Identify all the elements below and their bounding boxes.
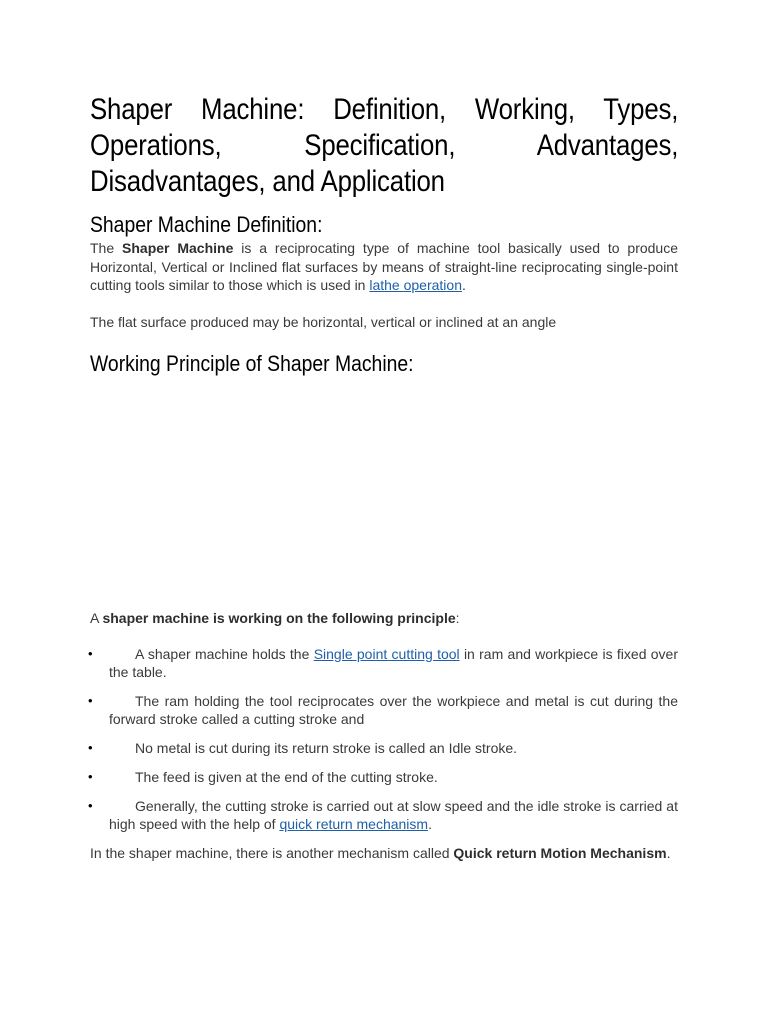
list-item-text: The feed is given at the end of the cutting stroke. <box>135 769 438 785</box>
definition-paragraph <box>90 239 678 295</box>
quick-return-term: Quick return Motion Mechanism <box>453 845 667 861</box>
bullet-icon: • <box>88 798 93 813</box>
quick-return-text-start: In the shaper machine, there is another mechanism called <box>90 845 454 861</box>
definition-text-start: The <box>90 240 123 256</box>
list-item <box>90 797 678 833</box>
document-page <box>90 92 678 862</box>
definition-text-middle: is a reciprocating type of machine tool basically used to produce Horizontal, Vertical or Inclined flat surfaces by means of straight-line reciprocating single-point cutting tools similar to those which is used in <box>90 240 679 293</box>
principle-bold-text: shaper machine is working on the following principle <box>102 610 456 626</box>
principle-text-start: A <box>90 610 103 626</box>
principle-text-end: : <box>455 610 460 626</box>
bullet-icon: • <box>88 740 93 755</box>
list-item <box>90 692 678 728</box>
list-item <box>90 739 678 757</box>
definition-text-end: . <box>462 277 466 293</box>
principle-intro <box>90 609 678 627</box>
bullet-icon: • <box>88 693 93 708</box>
image-placeholder <box>90 377 678 609</box>
list-item-text-end: . <box>428 816 432 832</box>
quick-return-mechanism-link[interactable]: quick return mechanism <box>279 816 429 832</box>
list-item-text: A shaper machine holds the <box>135 646 314 662</box>
list-item <box>90 768 678 786</box>
list-item <box>90 645 678 681</box>
flat-surface-paragraph: The flat surface produced may be horizontal, vertical or inclined at an angle <box>90 313 557 330</box>
quick-return-text-end: . <box>666 845 671 861</box>
definition-heading: Shaper Machine Definition: <box>90 212 323 237</box>
shaper-machine-term: Shaper Machine <box>122 240 234 256</box>
list-item-text: No metal is cut during its return stroke is called an Idle stroke. <box>135 740 518 756</box>
quick-return-paragraph <box>90 844 678 862</box>
lathe-operation-link[interactable]: lathe operation <box>369 277 462 293</box>
list-item-text-end: in ram and workpiece is fixed over the table. <box>109 646 679 680</box>
list-item-text: Generally, the cutting stroke is carried out at slow speed and the idle stroke is carried at high speed with the help of <box>109 798 678 832</box>
bullet-icon: • <box>88 769 93 784</box>
list-item-text: The ram holding the tool reciprocates over the workpiece and metal is cut during the forward stroke called a cutting stroke and <box>109 693 678 727</box>
principle-list <box>90 645 678 833</box>
single-point-cutting-tool-link[interactable]: Single point cutting tool <box>313 646 460 662</box>
bullet-icon: • <box>88 646 93 661</box>
page-title: Shaper Machine: Definition, Working, Types, Operations, Specification, Advantages, Disadvantages, and Application <box>90 93 679 198</box>
working-principle-heading: Working Principle of Shaper Machine: <box>90 351 414 376</box>
